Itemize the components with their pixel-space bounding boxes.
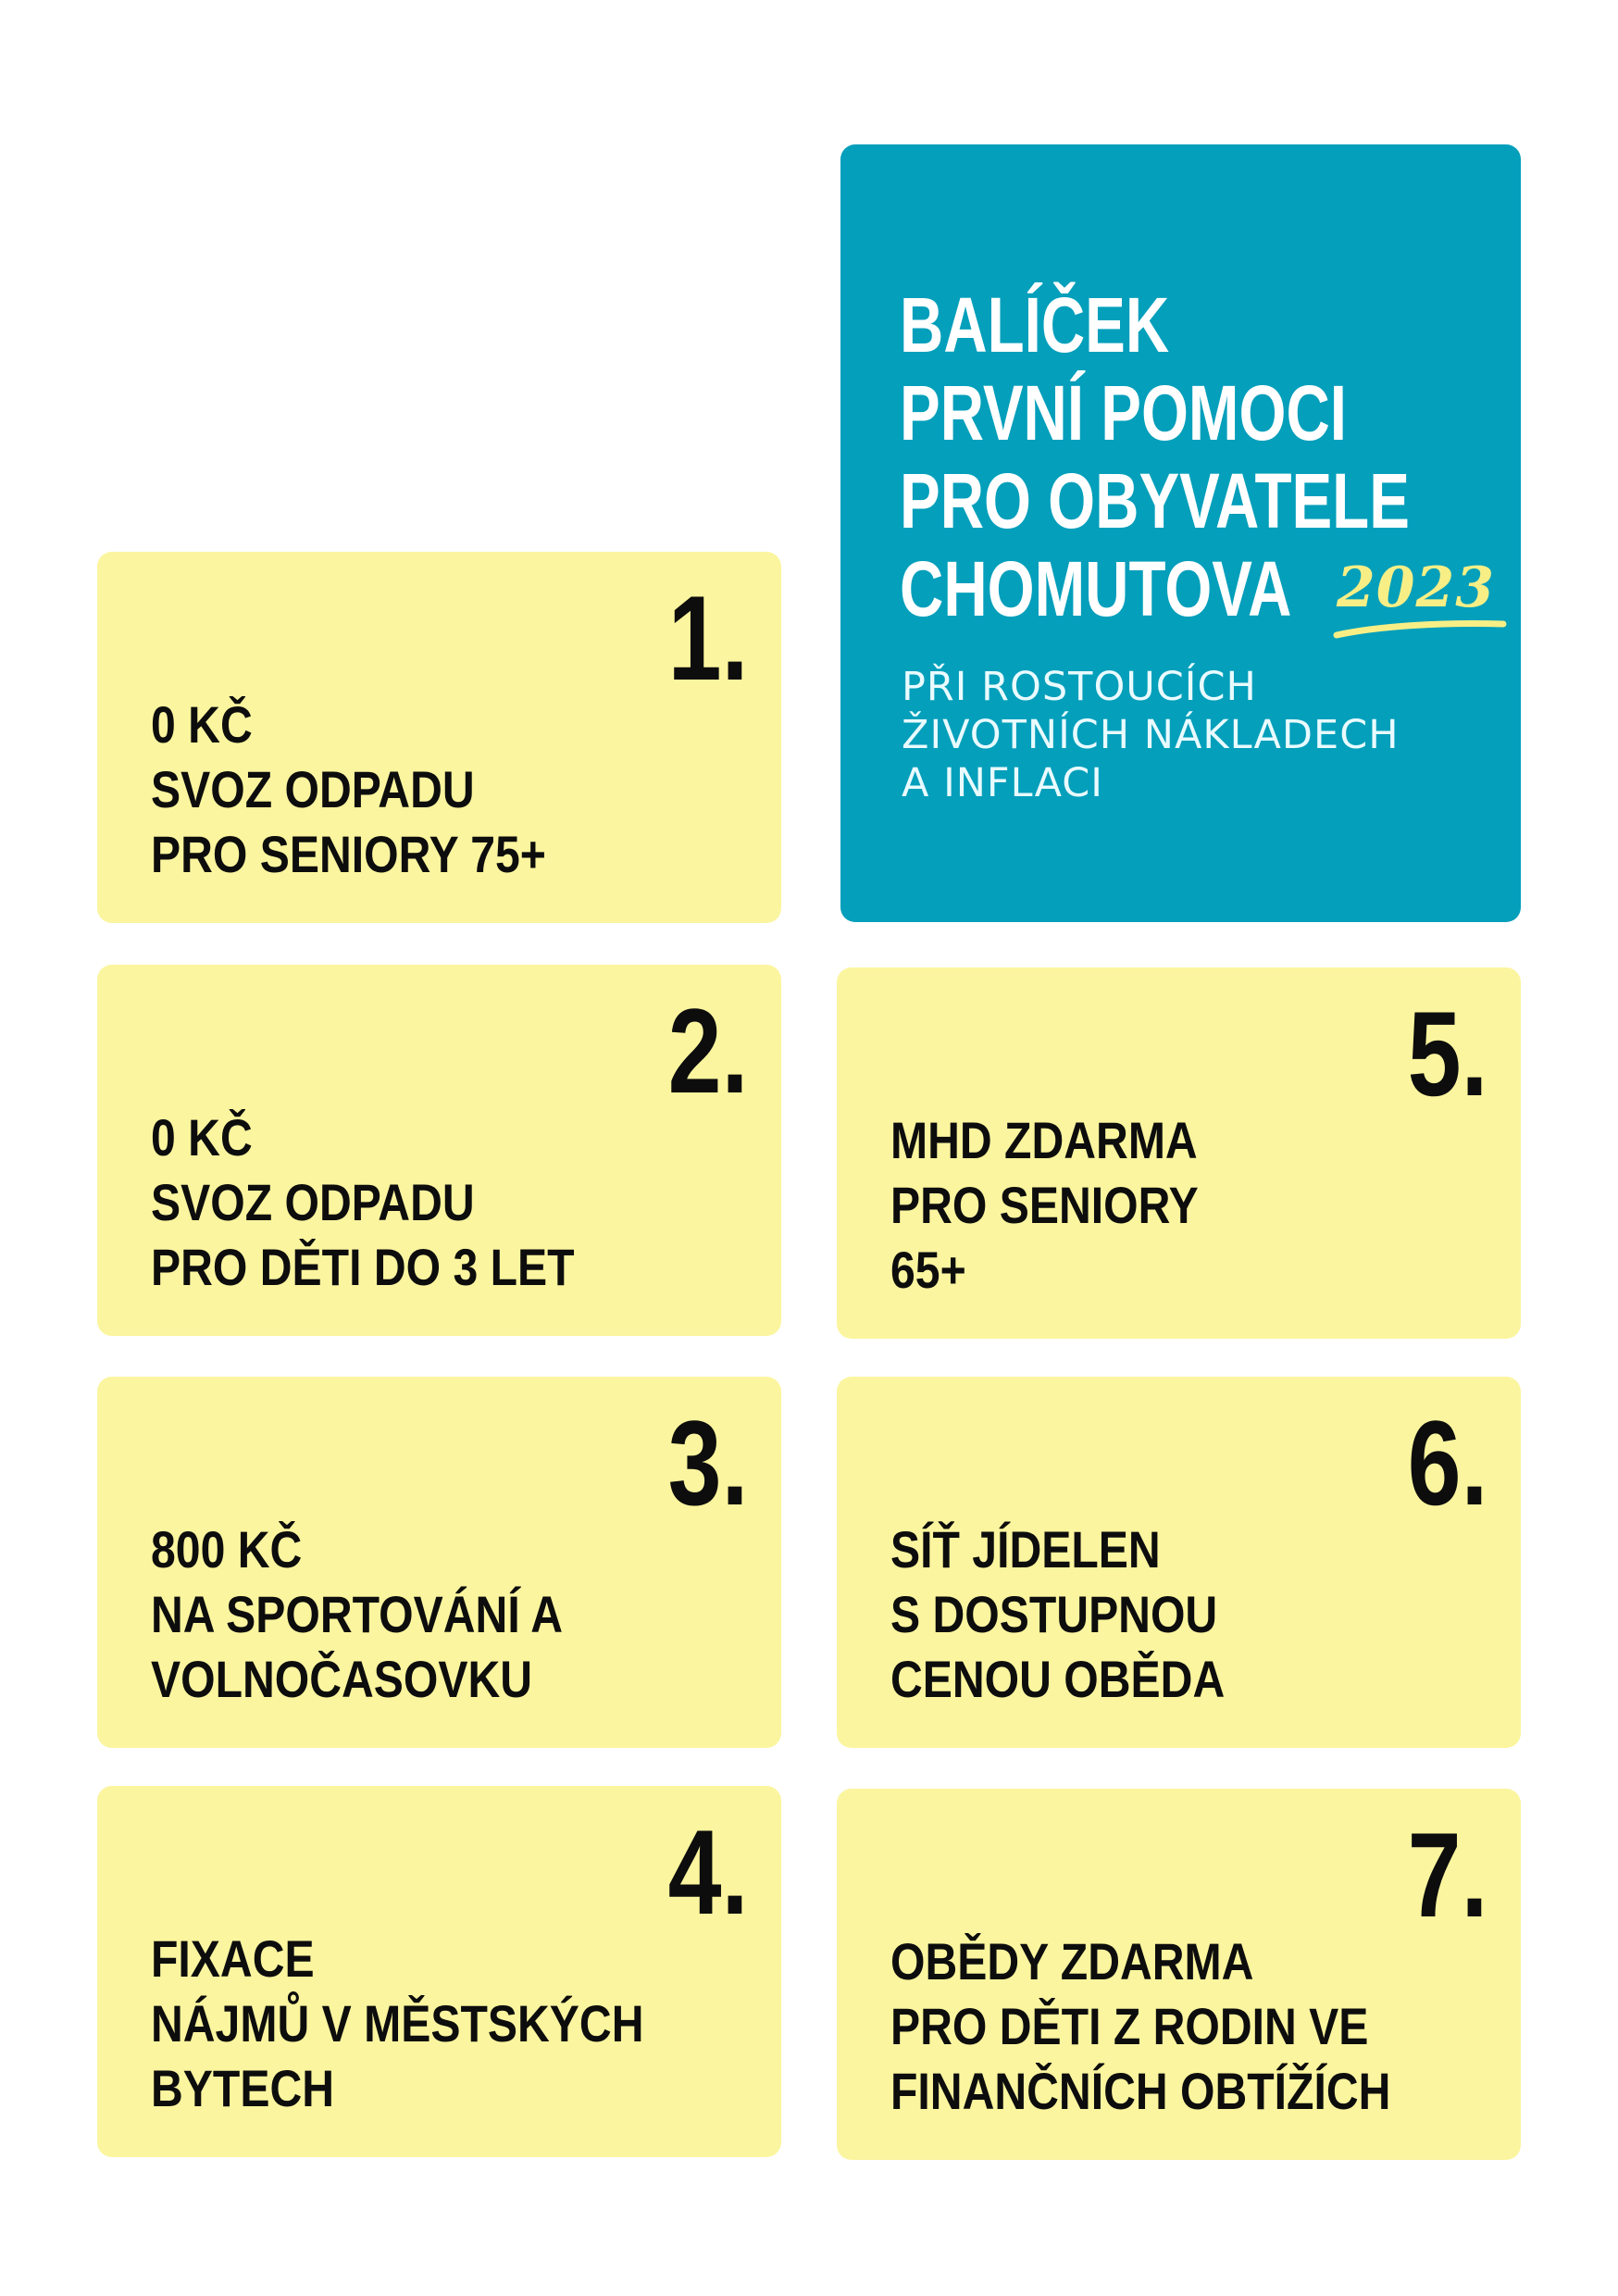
item-line: 0 KČ xyxy=(151,695,253,754)
item-line: 800 KČ xyxy=(151,1520,303,1578)
item-card-7 xyxy=(837,1789,1521,2160)
item-line: 0 KČ xyxy=(151,1108,253,1167)
item-line: S DOSTUPNOU xyxy=(890,1585,1218,1643)
item-line: BYTECH xyxy=(151,2059,335,2117)
title-line: PRVNÍ POMOCI xyxy=(900,369,1347,456)
item-text xyxy=(151,1517,677,1712)
item-line: SVOZ ODPADU xyxy=(151,1173,475,1231)
subtitle-line: PŘI ROSTOUCÍCH xyxy=(902,664,1257,710)
item-line: PRO DĚTI DO 3 LET xyxy=(151,1238,575,1296)
item-number: 3. xyxy=(667,1395,748,1530)
title-line: BALÍČEK xyxy=(900,281,1170,368)
item-number: 7. xyxy=(1407,1807,1487,1942)
title-line: CHOMUTOVA xyxy=(900,545,1292,632)
item-line: VOLNOČASOVKU xyxy=(151,1650,533,1708)
item-line: CENOU OBĚDA xyxy=(890,1650,1226,1708)
item-line: PRO DĚTI Z RODIN VE xyxy=(890,1997,1369,2055)
item-card-4 xyxy=(97,1786,781,2157)
subtitle-line: A INFLACI xyxy=(902,760,1103,806)
item-line: FIXACE xyxy=(151,1929,315,1988)
item-card-6 xyxy=(837,1377,1521,1748)
item-card-1 xyxy=(97,552,781,923)
item-text xyxy=(151,1105,677,1300)
item-line: OBĚDY ZDARMA xyxy=(890,1932,1254,1990)
item-text xyxy=(890,1929,1416,2124)
item-card-5 xyxy=(837,967,1521,1339)
item-line: MHD ZDARMA xyxy=(890,1111,1198,1169)
item-line: PRO SENIORY 75+ xyxy=(151,825,546,883)
item-line: NÁJMŮ V MĚSTSKÝCH xyxy=(151,1994,644,2053)
item-line: SVOZ ODPADU xyxy=(151,760,475,818)
item-line: 65+ xyxy=(890,1241,966,1299)
item-number: 5. xyxy=(1407,986,1487,1121)
page-title xyxy=(900,281,1410,633)
item-number: 4. xyxy=(667,1804,748,1940)
item-line: NA SPORTOVÁNÍ A xyxy=(151,1585,564,1643)
item-number: 2. xyxy=(667,983,748,1118)
header-card xyxy=(840,144,1521,922)
item-number: 6. xyxy=(1407,1395,1487,1530)
subtitle-line: ŽIVOTNÍCH NÁKLADECH xyxy=(902,712,1400,758)
item-text xyxy=(151,1927,677,2121)
subtitle xyxy=(902,663,1400,807)
item-card-2 xyxy=(97,965,781,1336)
item-line: SÍŤ JÍDELEN xyxy=(890,1520,1161,1578)
year-label: 2023 xyxy=(1337,555,1495,620)
item-text xyxy=(890,1108,1416,1303)
item-line: FINANČNÍCH OBTÍŽÍCH xyxy=(890,2062,1391,2120)
item-number: 1. xyxy=(667,570,748,705)
item-text xyxy=(151,693,677,887)
item-text xyxy=(890,1517,1416,1712)
year-underline-icon xyxy=(1333,615,1509,643)
title-line: PRO OBYVATELE xyxy=(900,457,1410,544)
item-line: PRO SENIORY xyxy=(890,1176,1199,1234)
item-card-3 xyxy=(97,1377,781,1748)
